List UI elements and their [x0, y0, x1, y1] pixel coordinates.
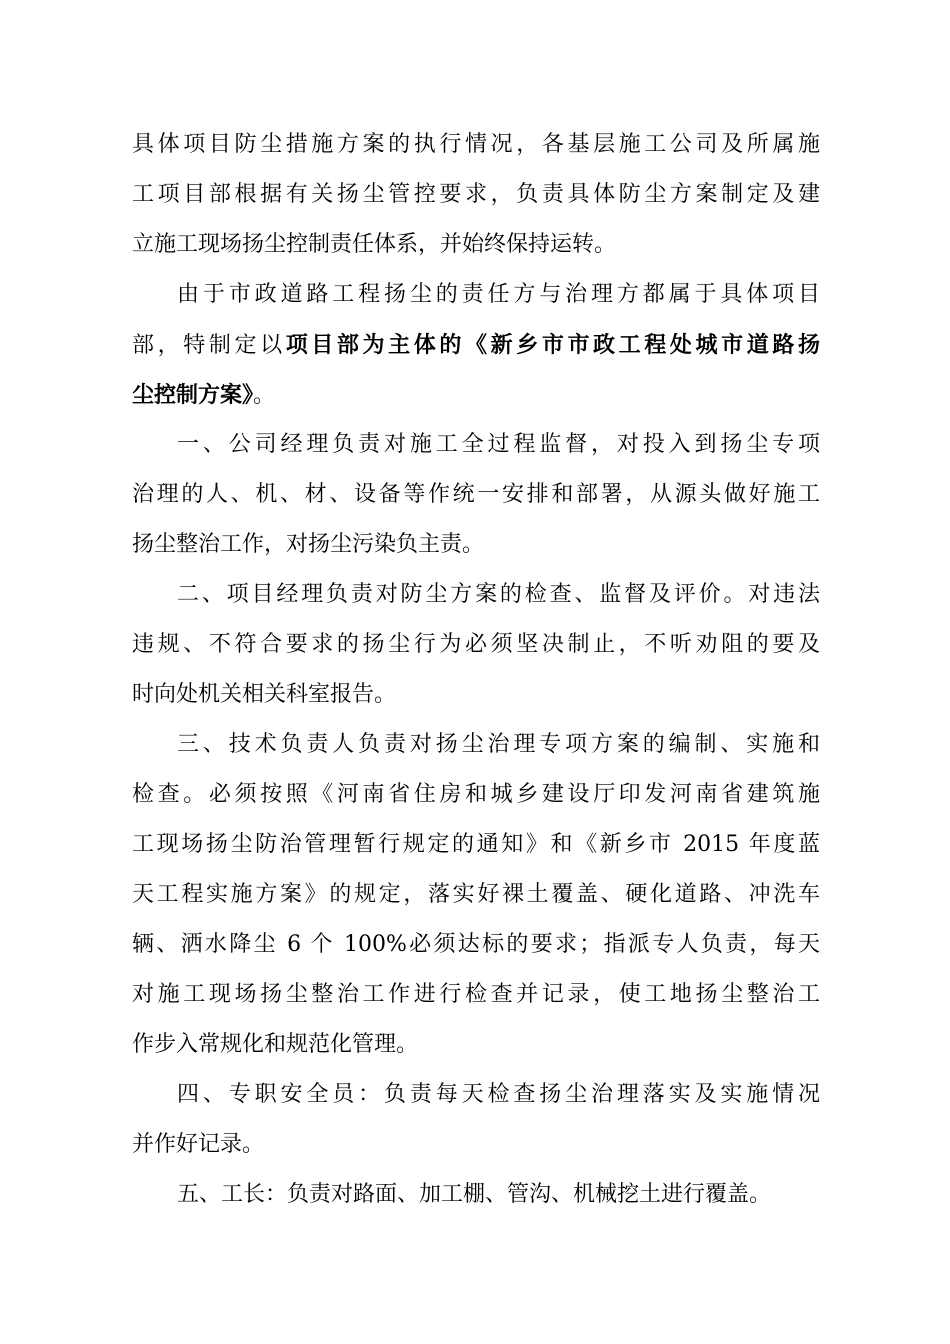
paragraph [132, 1070, 820, 1170]
text-line [132, 1170, 820, 1220]
body-text: 辆、洒水降尘 6 个 100%必须达标的要求；指派专人负责，每天 [132, 932, 820, 957]
text-line [132, 1020, 820, 1070]
body-text: 四、专职安全员：负责每天检查扬尘治理落实及实施情况 [177, 1082, 820, 1107]
paragraph [132, 120, 820, 270]
bold-text: 尘控制方案》 [132, 382, 254, 408]
text-line [132, 320, 820, 370]
body-text: 五、工长：负责对路面、加工棚、管沟、机械挖土进行覆盖。 [177, 1182, 772, 1207]
text-line [132, 770, 820, 820]
text-line [132, 670, 820, 720]
body-text: 工项目部根据有关扬尘管控要求，负责具体防尘方案制定及建 [132, 182, 820, 207]
text-line [132, 1120, 820, 1170]
text-line [132, 170, 820, 220]
text-line [132, 1070, 820, 1120]
body-text: 三、技术负责人负责对扬尘治理专项方案的编制、实施和 [177, 732, 820, 757]
body-text: 作步入常规化和规范化管理。 [132, 1032, 419, 1057]
bold-text: 项目部为主体的《新乡市市政工程处城市道路扬 [285, 332, 820, 358]
body-text: 二、项目经理负责对防尘方案的检查、监督及评价。对违法 [177, 582, 820, 607]
body-text: 违规、不符合要求的扬尘行为必须坚决制止，不听劝阻的要及 [132, 632, 820, 657]
body-text: 时向处机关相关科室报告。 [132, 682, 397, 707]
text-line [132, 120, 820, 170]
body-text: 对施工现场扬尘整治工作进行检查并记录，使工地扬尘整治工 [132, 982, 820, 1007]
text-line [132, 970, 820, 1020]
text-line [132, 220, 820, 270]
body-text: 并作好记录。 [132, 1132, 265, 1157]
text-line [132, 420, 820, 470]
body-text: 工现场扬尘防治管理暂行规定的通知》和《新乡市 2015 年度蓝 [132, 832, 820, 857]
paragraph [132, 720, 820, 1070]
paragraph [132, 420, 820, 570]
body-text: 天工程实施方案》的规定，落实好裸土覆盖、硬化道路、冲洗车 [132, 882, 820, 907]
body-text: 立施工现场扬尘控制责任体系，并始终保持运转。 [132, 232, 617, 257]
text-line [132, 920, 820, 970]
body-text: 由于市政道路工程扬尘的责任方与治理方都属于具体项目 [177, 282, 820, 307]
text-line [132, 570, 820, 620]
paragraph [132, 570, 820, 720]
text-line [132, 820, 820, 870]
body-text: 具体项目防尘措施方案的执行情况，各基层施工公司及所属施 [132, 132, 820, 157]
body-text: 部，特制定以 [132, 333, 286, 358]
text-line [132, 270, 820, 320]
text-line [132, 870, 820, 920]
text-line [132, 720, 820, 770]
text-line [132, 370, 820, 420]
body-text: 一、公司经理负责对施工全过程监督，对投入到扬尘专项 [177, 432, 820, 457]
body-text: 。 [253, 383, 276, 408]
paragraph [132, 1170, 820, 1220]
text-line [132, 470, 820, 520]
text-line [132, 520, 820, 570]
body-text: 扬尘整治工作，对扬尘污染负主责。 [132, 532, 485, 557]
body-text: 治理的人、机、材、设备等作统一安排和部署，从源头做好施工 [132, 482, 820, 507]
text-line [132, 620, 820, 670]
document-page [132, 120, 820, 1220]
paragraph [132, 270, 820, 420]
body-text: 检查。必须按照《河南省住房和城乡建设厅印发河南省建筑施 [132, 782, 820, 807]
